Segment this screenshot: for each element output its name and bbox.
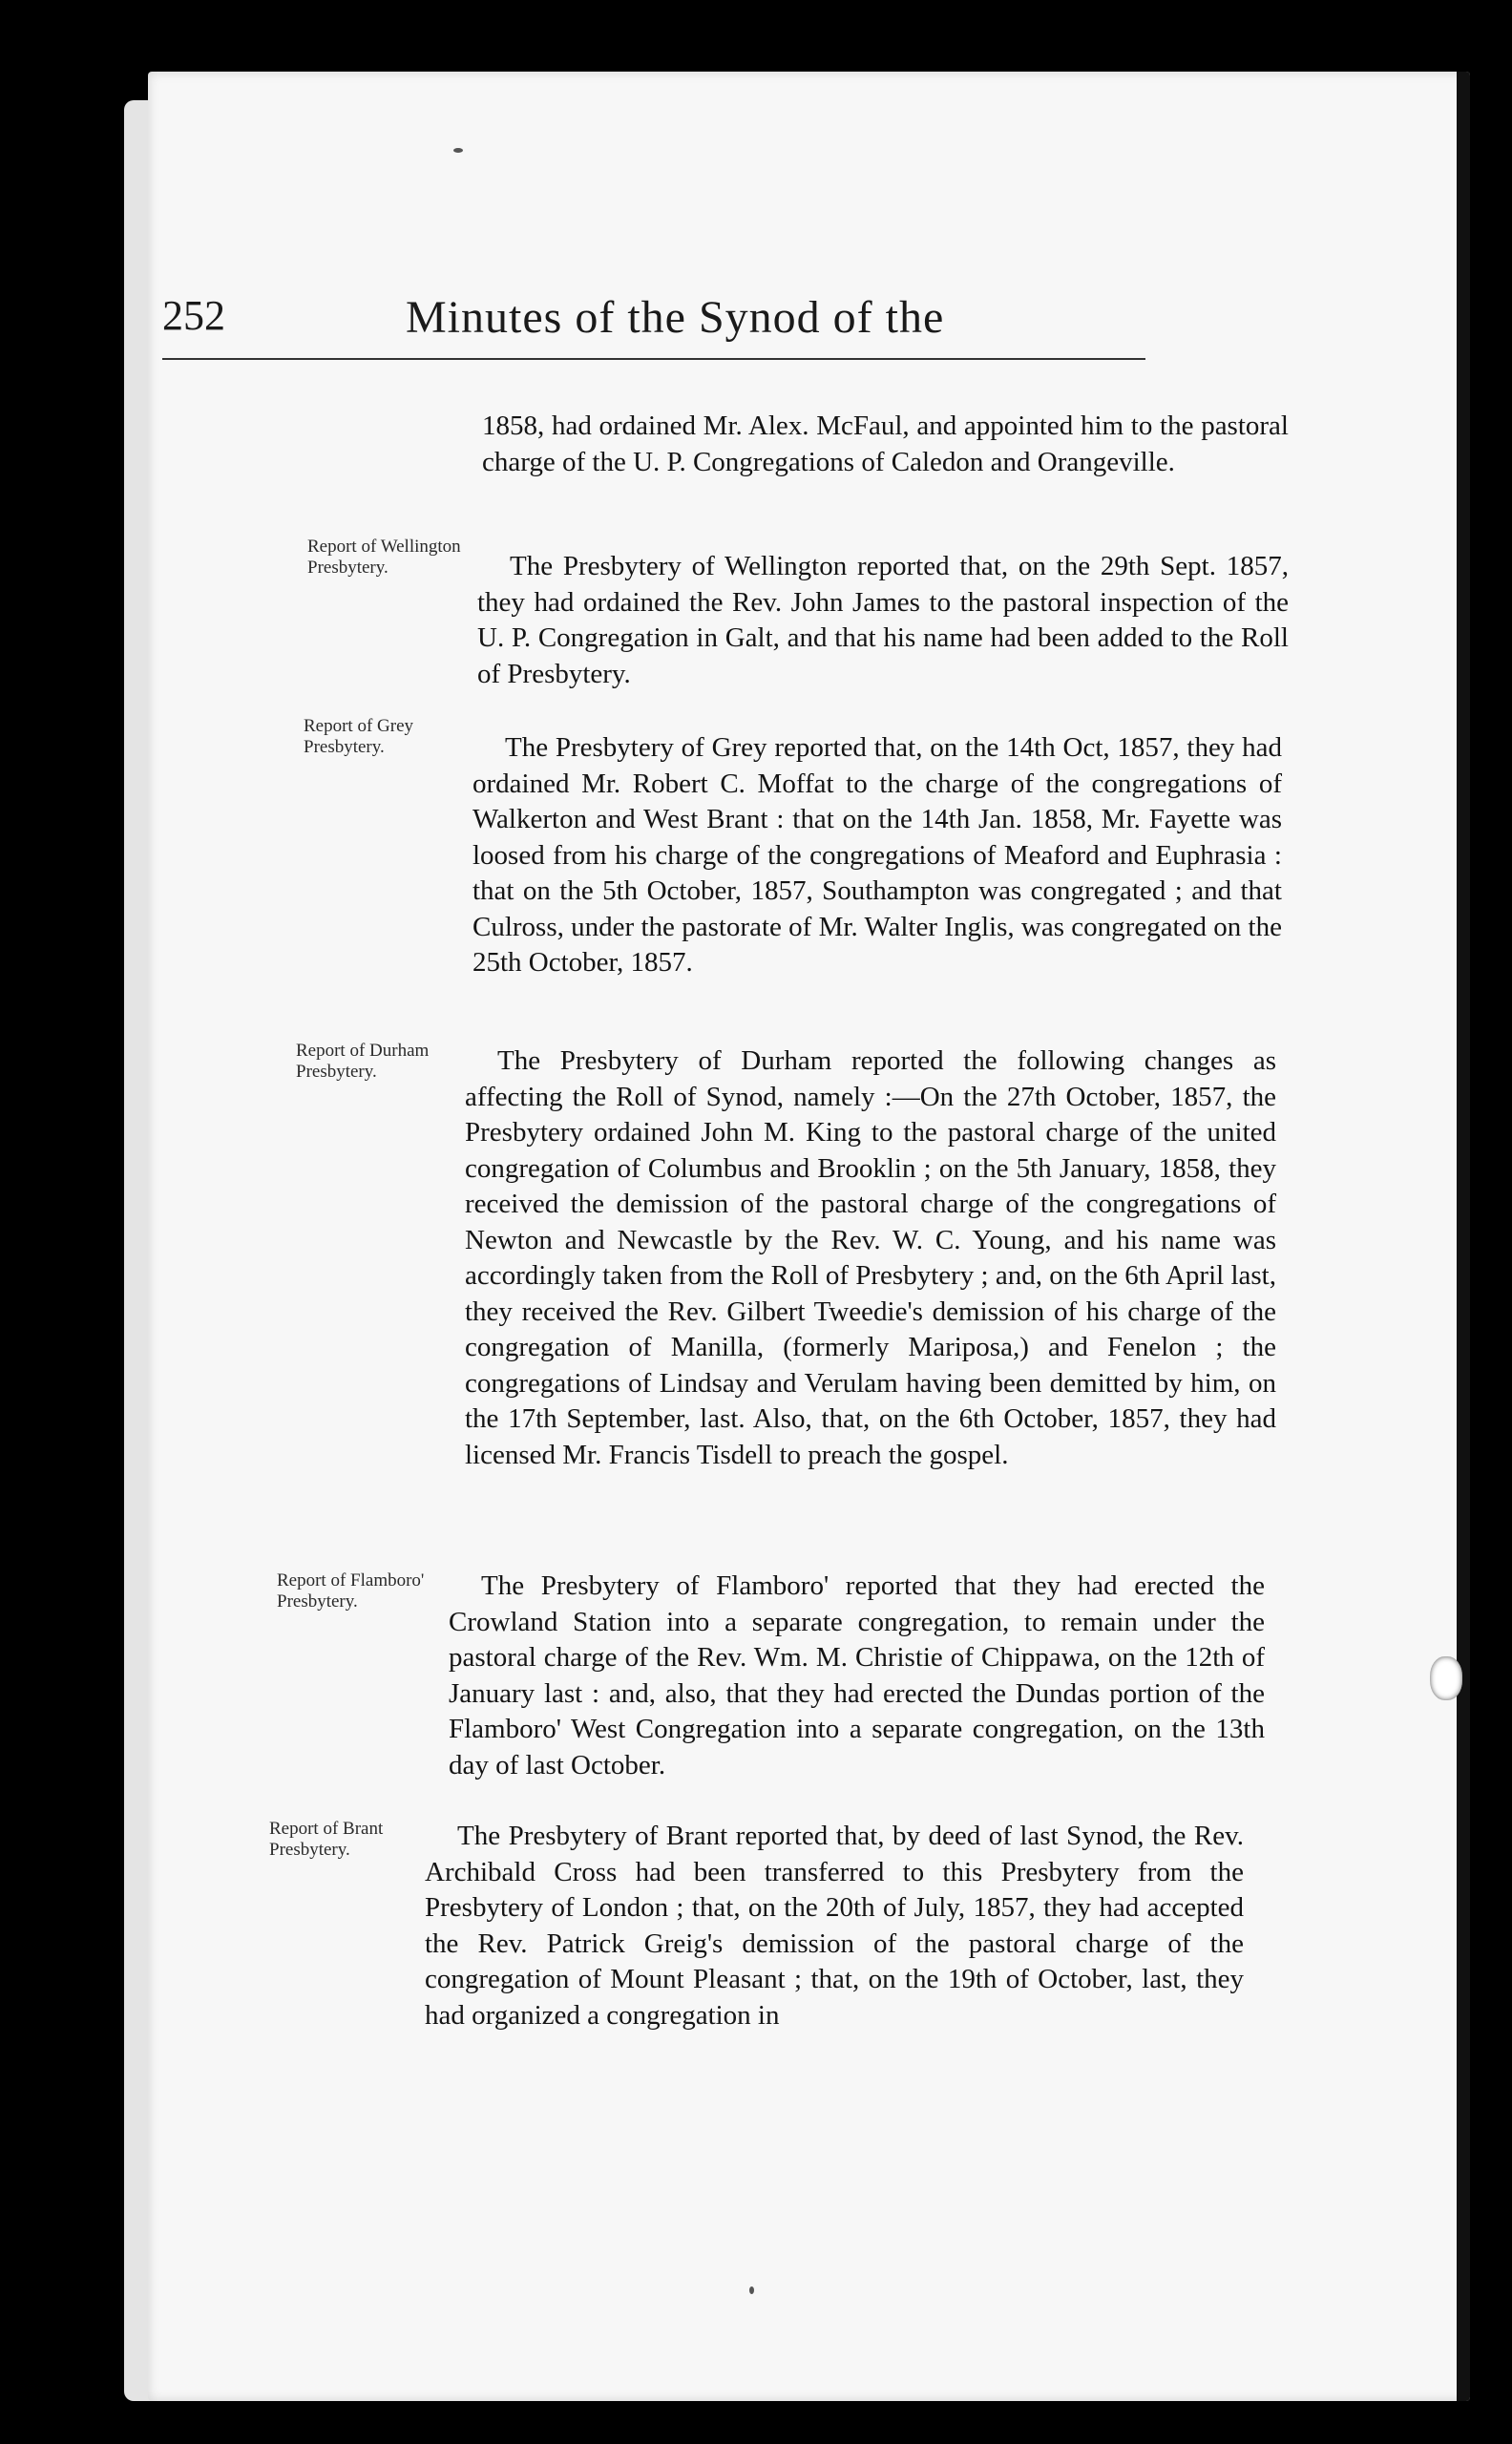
margin-note-wellington: Report of Wellington Presbytery. [307, 537, 461, 578]
margin-note-brant: Report of Brant Presbytery. [269, 1819, 384, 1860]
header-rule [162, 358, 1145, 360]
book-spine [1457, 72, 1470, 2401]
paragraph-grey: The Presbytery of Grey reported that, on the 14th Oct, 1857, they had ordained Mr. Robert C. Moffat to the charge of the congregations of Walkerton and West Brant : that on the 14th Jan. 1858, Mr. Fayette was loosed from his charge of the congregations of Meaford and Euphrasia : that on the 5th October, 1857, Southampton was congregated ; and that Culross, under the pastorate of Mr. Walter Inglis, was congregated on the 25th October, 1857. [472, 732, 1282, 978]
page-number: 252 [162, 292, 225, 339]
page-tear-mark [1430, 1656, 1462, 1700]
paragraph-continuation: 1858, had ordained Mr. Alex. McFaul, and appointed him to the pastoral charge of the U. P. Congregations of Caledon and Orangeville. [482, 411, 1289, 477]
margin-note-durham: Report of Durham Presbytery. [296, 1041, 430, 1082]
margin-note-grey: Report of Grey Presbytery. [304, 716, 414, 757]
ink-speck [749, 2286, 754, 2294]
page-header [162, 215, 1145, 348]
paragraph-wellington: The Presbytery of Wellington reported that, on the 29th Sept. 1857, they had ordained the Rev. John James to the pastoral inspection of the U. P. Congregation in Galt, and that his name had been added to the Roll of Presbytery. [477, 551, 1289, 689]
ink-speck [453, 148, 463, 153]
margin-note-flamboro: Report of Flamboro' Presbytery. [277, 1570, 425, 1612]
running-title: Minutes of the Synod of the [406, 292, 945, 343]
paragraph-flamboro: The Presbytery of Flamboro' reported that they had erected the Crowland Station into a separate congregation, to remain under the pastoral charge of the Rev. Wm. M. Christie of Chippawa, on the 12th of January last : and, also, that they had erected the Dundas portion of the Flamboro' West Congregation into a separate congregation, on the 13th day of last October. [449, 1570, 1265, 1780]
paragraph-durham: The Presbytery of Durham reported the following changes as affecting the Roll of Synod, namely :—On the 27th October, 1857, the Presbytery ordained John M. King to the pastoral charge of the united congregation of Columbus and Brooklin ; on the 5th January, 1858, they received the demission of the pastoral charge of the congregations of Newton and Newcastle by the Rev. W. C. Young, and his name was accordingly taken from the Roll of Presbytery ; and, on the 6th April last, they received the Rev. Gilbert Tweedie's demission of his charge of the congregation of Manilla, (formerly Mariposa,) and Fenelon ; the congregations of Lindsay and Verulam having been demitted by him, on the 17th September, last. Also, that, on the 6th October, 1857, they had licensed Mr. Francis Tisdell to preach the gospel. [465, 1045, 1276, 1470]
paragraph-brant: The Presbytery of Brant reported that, by deed of last Synod, the Rev. Archibald Cross had been transferred to this Presbytery from the Presbytery of London ; that, on the 20th of July, 1857, they had accepted the Rev. Patrick Greig's demission of the pastoral charge of the congregation of Mount Pleasant ; that, on the 19th of October, last, they had organized a congregation in [425, 1821, 1244, 2031]
